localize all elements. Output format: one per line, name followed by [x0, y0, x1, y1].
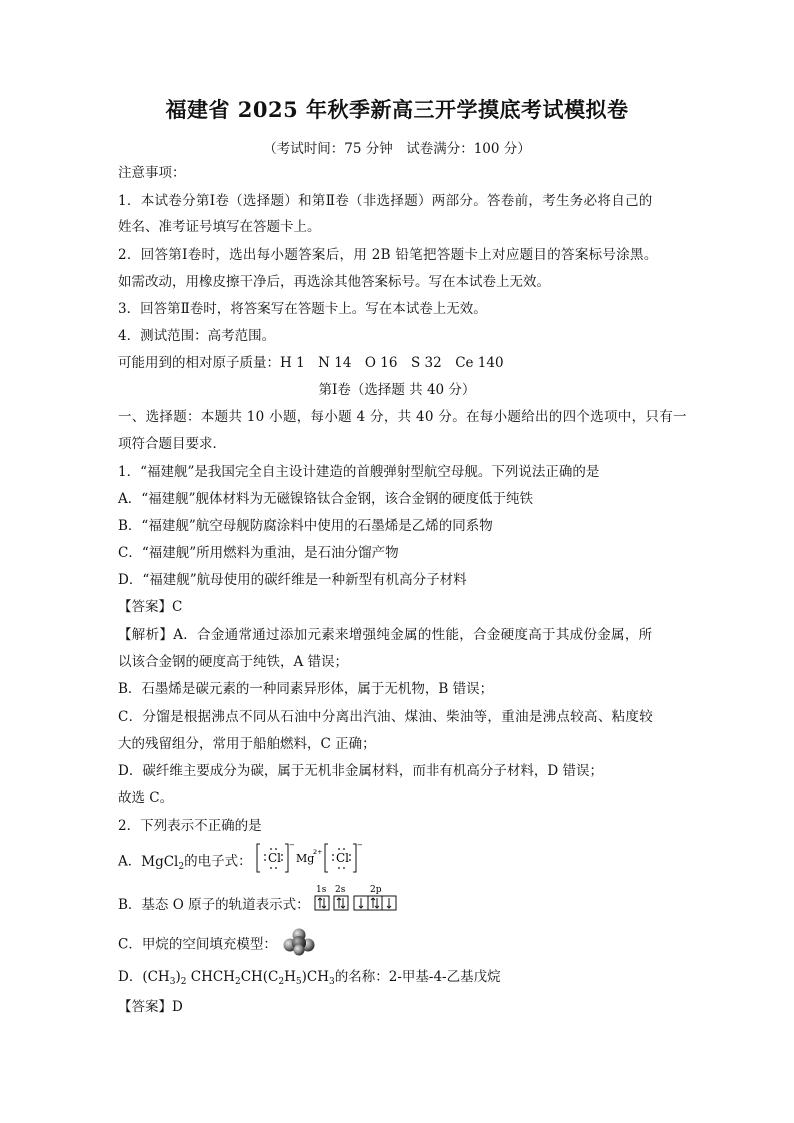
q1-answer: 【答案】C	[118, 599, 183, 615]
q1-option-d: D．“福建舰”航母使用的碳纤维是一种新型有机高分子材料	[118, 572, 467, 588]
q1-analysis-line: 大的残留组分，常用于船舶燃料，C 正确；	[118, 736, 376, 752]
chlorine-symbol-right: Cl	[335, 851, 349, 865]
note-line: 如需改动，用橡皮擦干净后，再选涂其他答案标号。写在本试卷上无效。	[118, 274, 550, 290]
chloride-charge-right: −	[356, 841, 363, 849]
orbital-label-2p: 2p	[369, 884, 382, 895]
q1-analysis-line: C．分馏是根据沸点不同从石油中分离出汽油、煤油、柴油等，重油是沸点较高、粘度较	[118, 709, 654, 725]
note-line: 3．回答第Ⅱ卷时，将答案写在答题卡上。写在本试卷上无效。	[118, 301, 487, 317]
section-title: 第Ⅰ卷（选择题 共 40 分）	[318, 382, 476, 398]
q2-option-b: B．基态 O 原子的轨道表示式： 1s 2s 2p	[118, 896, 404, 914]
section-intro: 一、选择题：本题共 10 小题，每小题 4 分，共 40 分。在每小题给出的四个选项中，只有一	[118, 409, 687, 425]
note-line: 4．测试范围：高考范围。	[118, 328, 276, 344]
magnesium-symbol: Mg	[295, 852, 315, 865]
q1-analysis-line: 以该合金钢的硬度高于纯铁，A 错误；	[118, 654, 349, 670]
orbital-label-1s: 1s	[315, 884, 327, 895]
note-line: 1．本试卷分第Ⅰ卷（选择题）和第Ⅱ卷（非选择题）两部分。答卷前，考生务必将自己的	[118, 193, 653, 209]
magnesium-charge: 2+	[312, 848, 323, 856]
q1-analysis-line: 故选 C。	[118, 790, 174, 806]
note-line: 姓名、准考证号填写在答题卡上。	[118, 219, 321, 235]
q2-option-c: C．甲烷的空间填充模型：	[118, 934, 317, 956]
q1-analysis-line: 【解析】A．合金通常通过添加元素来增强纯金属的性能，合金硬度高于其成份金属，所	[118, 627, 653, 643]
q1-option-b: B．“福建舰”航空母舰防腐涂料中使用的石墨烯是乙烯的同系物	[118, 518, 493, 534]
mgcl2-electron-formula	[256, 841, 366, 875]
exam-subtitle: （考试时间：75 分钟 试卷满分：100 分）	[263, 141, 531, 157]
oxygen-orbital-diagram	[314, 884, 404, 914]
q1-analysis-line: D．碳纤维主要成分为碳，属于无机非金属材料，而非有机高分子材料，D 错误；	[118, 763, 603, 779]
condensed-formula: $(CH_3)_2$ $CHCH_2CH(C_2H_5)CH_3$	[142, 969, 335, 987]
question-1-stem: 1．“福建舰”是我国完全自主设计建造的首艘弹射型航空母舰。下列说法正确的是	[118, 464, 600, 480]
page-title: 福建省 2025 年秋季新高三开学摸底考试模拟卷	[165, 97, 629, 122]
atomic-mass-line: 可能用到的相对原子质量：H 1 N 14 O 16 S 32 Ce 140	[118, 355, 504, 371]
methane-space-filling-model	[281, 928, 317, 956]
chlorine-symbol-left: Cl	[267, 851, 281, 865]
note-line: 2．回答第Ⅰ卷时，选出每小题答案后，用 2B 铅笔把答题卡上对应题目的答案标号涂黑。	[118, 247, 658, 263]
q2-answer: 【答案】D	[118, 999, 183, 1015]
q1-analysis-line: B．石墨烯是碳元素的一种同素异形体，属于无机物，B 错误；	[118, 681, 494, 697]
chloride-charge-left: −	[288, 841, 295, 849]
mgcl2-formula: MgCl$_2$	[141, 853, 185, 872]
q1-option-c: C．“福建舰”所用燃料为重油，是石油分馏产物	[118, 545, 399, 561]
question-2-stem: 2．下列表示不正确的是	[118, 818, 262, 834]
notes-heading: 注意事项：	[118, 165, 186, 181]
q1-option-a: A．“福建舰”舰体材料为无磁镍铬钛合金钢，该合金钢的硬度低于纯铁	[118, 491, 534, 507]
q2-option-a: A．MgCl$_2$的电子式： Cl − Mg 2+ Cl −	[118, 849, 366, 876]
section-intro: 项符合题目要求．	[118, 436, 226, 452]
q2-option-d: D．$(CH_3)_2$ $CHCH_2CH(C_2H_5)CH_3$的名称：2-甲基-4-乙基戊烷	[118, 969, 501, 987]
orbital-label-2s: 2s	[334, 884, 346, 895]
